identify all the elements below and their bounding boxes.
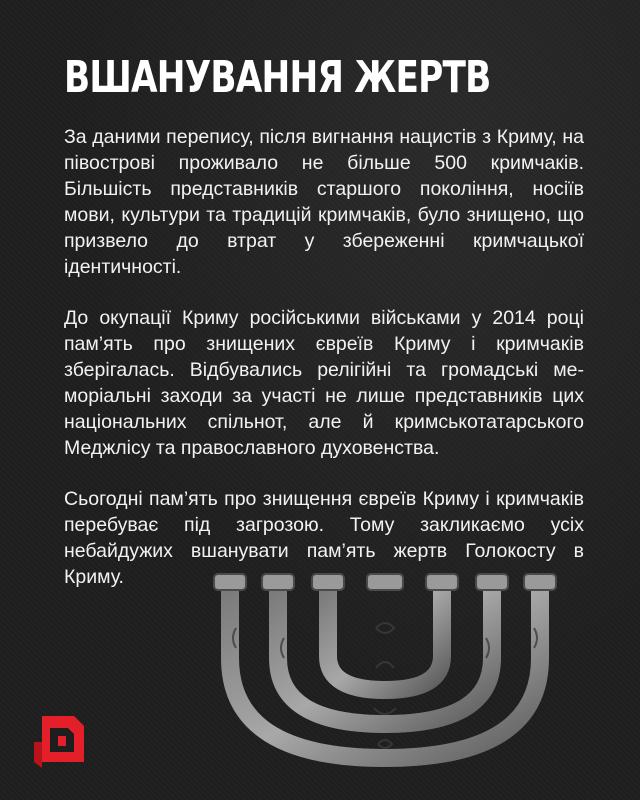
paragraph-2: До окупації Криму російськими військами у 2014 році пам’ять про знищених євреїв Криму і кримчаків зберігалась. Відбувались релігійні та громадські меморіальні заходи за участі не лише представників цих національних спільнот, але й кримськотатарського Меджлісу та православного духовенства. xyxy=(64,307,584,459)
menorah-icon xyxy=(200,568,570,800)
logo-icon xyxy=(30,712,88,770)
paragraph-3: Сьогодні пам’ять про знищення євреїв Криму і кримчаків перебуває під загрозою. Тому закликаємо усіх небайдужих вшанувати пам’ять жертв Голокосту в Криму. xyxy=(64,488,584,588)
body-text xyxy=(64,124,584,615)
page-title: ВШАНУВАННЯ ЖЕРТВ xyxy=(64,52,491,103)
paragraph-1: За даними перепису, після вигнання нацистів з Криму, на півострові проживало не більше 500 кримчаків. Більшість представників старшого покоління, носіїв мови, культури та традицій кримчаків, було знищено, що призвело до втрат у збереженні кримчацької ідентичності. xyxy=(64,126,584,278)
